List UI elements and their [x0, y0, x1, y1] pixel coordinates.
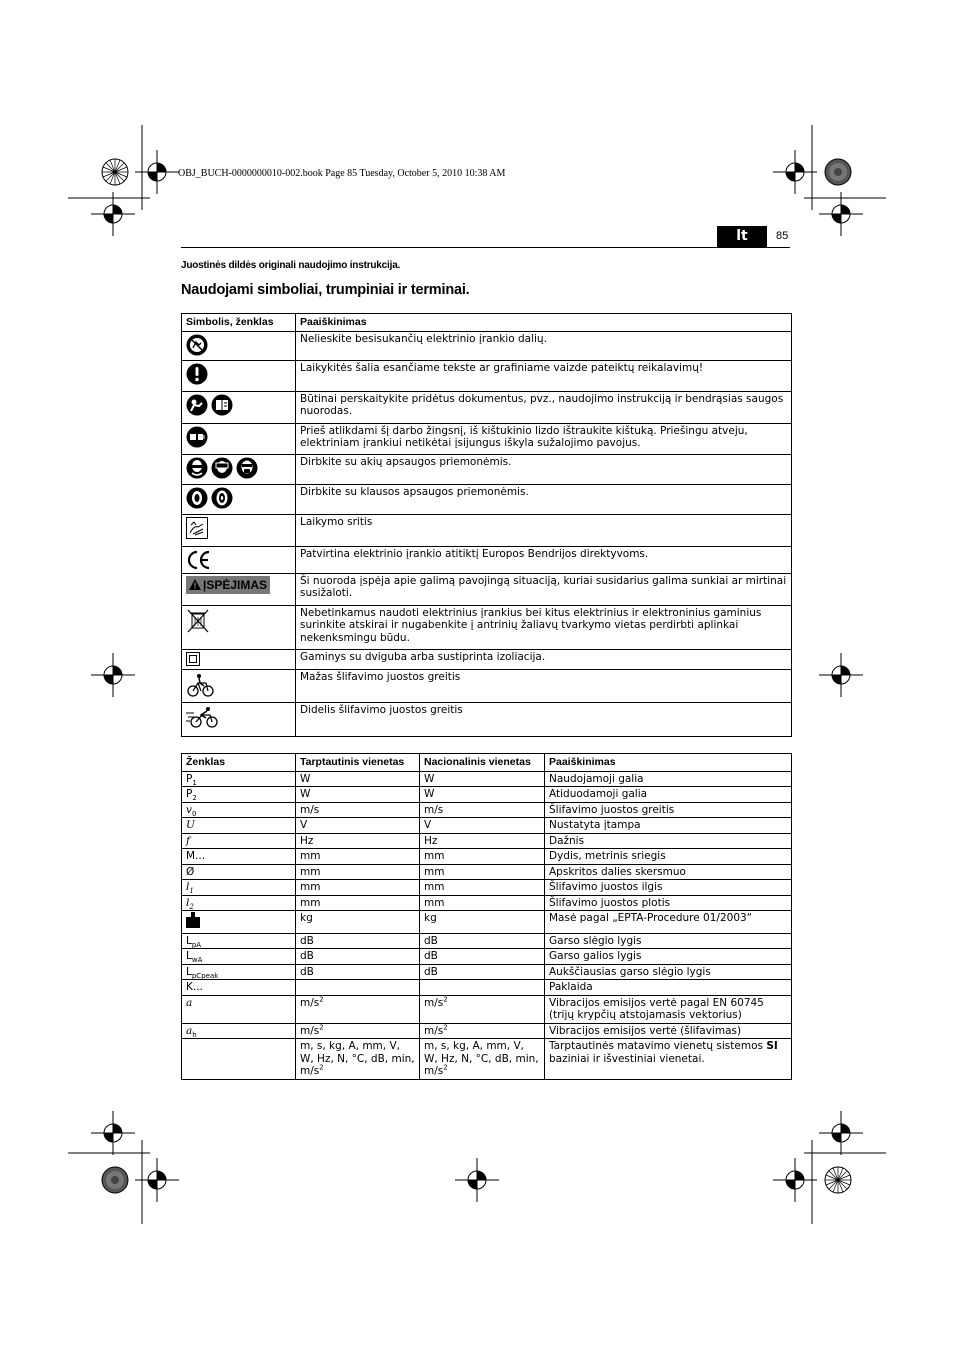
unit-international-text: m, s, kg, A, mm, V, W, Hz, N, °C, dB, min, m/s — [300, 1040, 415, 1077]
unit-international-text: m/s — [300, 1024, 320, 1037]
unit-national — [420, 980, 545, 996]
unit-national — [420, 949, 545, 965]
unit-international — [296, 964, 420, 980]
unit-sign — [182, 849, 296, 865]
symbol-explanation: Mažas šlifavimo juostos greitis — [296, 669, 792, 702]
unit-sign-text: l — [186, 881, 190, 893]
unit-national-exponent: 2 — [443, 995, 448, 1003]
unit-national-text: mm — [424, 881, 445, 893]
unit-sign — [182, 964, 296, 980]
unit-international — [296, 771, 420, 787]
symbol-cell — [182, 546, 296, 573]
unit-national — [420, 849, 545, 865]
no-touch-icon — [186, 334, 208, 356]
symbol-explanation: Patvirtina elektrinio įrankio atitiktį Europos Bendrijos direktyvoms. — [296, 546, 792, 573]
units-row — [182, 787, 792, 803]
unit-explanation — [545, 771, 792, 787]
symbol-explanation: Didelis šlifavimo juostos greitis — [296, 702, 792, 736]
unit-national — [420, 880, 545, 896]
units-row — [182, 802, 792, 818]
unit-explanation — [545, 949, 792, 965]
unit-explanation — [545, 802, 792, 818]
unit-national — [420, 833, 545, 849]
unit-explanation-text: Naudojamoji galia — [549, 772, 644, 785]
unit-sign — [182, 980, 296, 996]
unit-international-text: V — [300, 819, 308, 831]
unit-sign-text: L — [186, 965, 192, 978]
page-number: 85 — [776, 230, 789, 242]
unit-national — [420, 911, 545, 934]
unit-sign-text: P — [186, 788, 193, 800]
unit-international-text: dB — [300, 950, 314, 962]
unit-explanation-text: Garso slėgio lygis — [549, 934, 642, 947]
unit-sign-text: l — [186, 896, 190, 909]
unit-explanation-text: Paklaida — [549, 981, 593, 993]
units-header-explanation: Paaiškinimas — [545, 754, 792, 772]
unit-national-text: mm — [424, 865, 445, 878]
unit-sign — [182, 880, 296, 896]
units-row — [182, 880, 792, 896]
section-title: Naudojami simboliai, trumpiniai ir terminai. — [181, 282, 470, 298]
unit-sign-text: Ø — [186, 865, 195, 878]
unit-sign — [182, 771, 296, 787]
unit-sign-text: M... — [186, 850, 206, 862]
unit-sign-text: v — [186, 803, 192, 816]
unit-national-text: m/s — [424, 996, 444, 1009]
unit-sign-subscript: 1 — [192, 778, 197, 787]
symbols-row — [182, 484, 792, 514]
unit-sign — [182, 1023, 296, 1039]
unit-sign — [182, 949, 296, 965]
unit-international — [296, 1039, 420, 1080]
ce-mark-icon — [186, 549, 212, 571]
units-row — [182, 771, 792, 787]
unit-international — [296, 864, 420, 880]
symbol-cell — [182, 484, 296, 514]
ear-muff-icon — [211, 487, 233, 509]
unit-international-text: mm — [300, 850, 321, 862]
unit-international — [296, 933, 420, 949]
unit-international — [296, 833, 420, 849]
symbols-header-symbol: Simbolis, ženklas — [182, 314, 296, 332]
units-row — [182, 911, 792, 934]
unit-national — [420, 1023, 545, 1039]
crossed-bin-icon — [186, 608, 210, 634]
symbols-row — [182, 605, 792, 649]
grip-area-icon — [186, 517, 208, 539]
unit-international-exponent: 2 — [319, 995, 324, 1003]
symbols-row — [182, 573, 792, 605]
unit-international-text: dB — [300, 934, 314, 947]
symbol-cell — [182, 423, 296, 454]
unit-sign-text: L — [186, 934, 192, 947]
unit-sign — [182, 864, 296, 880]
unit-national — [420, 933, 545, 949]
units-header-national: Nacionalinis vienetas — [420, 754, 545, 772]
symbol-cell — [182, 669, 296, 702]
symbol-explanation: Gaminys su dviguba arba sustiprinta izoliacija. — [296, 649, 792, 669]
language-badge: lt — [717, 226, 767, 247]
unit-explanation-text: Apskritos dalies skersmuo — [549, 865, 686, 878]
unit-national — [420, 864, 545, 880]
unit-national-text: dB — [424, 950, 438, 962]
unit-national — [420, 895, 545, 911]
units-table — [181, 753, 792, 1080]
units-row — [182, 949, 792, 965]
unit-national-text: V — [424, 819, 432, 831]
symbols-row — [182, 331, 792, 360]
symbol-cell — [182, 331, 296, 360]
symbol-cell — [182, 360, 296, 391]
header-rule — [181, 247, 790, 248]
unit-sign — [182, 995, 296, 1023]
symbols-row — [182, 423, 792, 454]
unit-explanation-text: Garso galios lygis — [549, 950, 642, 962]
unit-sign-text: P — [186, 772, 193, 785]
unit-national — [420, 771, 545, 787]
symbol-cell — [182, 573, 296, 605]
unit-sign — [182, 895, 296, 911]
symbol-explanation: Prieš atlikdami šį darbo žingsnį, iš kištukinio lizdo ištraukite kištuką. Priešingu atveju, elektriniam įrankiui netikėtai įsijungus iškyla sužalojimo pavojus. — [296, 423, 792, 454]
book-header-line: OBJ_BUCH-0000000010-002.book Page 85 Tuesday, October 5, 2010 10:38 AM — [178, 168, 506, 179]
unit-international-text: W — [300, 788, 311, 800]
unit-international — [296, 911, 420, 934]
unit-explanation-tail: baziniai ir išvestiniai vienetai. — [549, 1052, 705, 1065]
unit-sign — [182, 818, 296, 834]
unit-international — [296, 1023, 420, 1039]
unit-international-text: dB — [300, 965, 314, 978]
unit-explanation — [545, 818, 792, 834]
unit-national-exponent: 2 — [443, 1063, 448, 1072]
unit-explanation — [545, 864, 792, 880]
unit-international — [296, 949, 420, 965]
unit-national-text: mm — [424, 850, 445, 862]
unit-explanation-text: Nustatyta įtampa — [549, 819, 641, 831]
double-insulation-icon — [186, 652, 200, 666]
unit-explanation — [545, 964, 792, 980]
unit-explanation-text: Vibracijos emisijos vertė pagal EN 60745 (trijų krypčių atstojamasis vektorius) — [549, 996, 764, 1021]
unit-sign-subscript: 0 — [191, 809, 197, 818]
symbols-table — [181, 313, 792, 737]
face-shield-icon — [211, 457, 233, 479]
unit-explanation — [545, 995, 792, 1023]
symbols-row — [182, 514, 792, 546]
symbol-explanation: Ši nuoroda įspėja apie galimą pavojingą situaciją, kuriai susidarius galima sunkiai ar mirtinai susižaloti. — [296, 573, 792, 605]
symbols-row — [182, 454, 792, 484]
unit-sign-text: f — [186, 834, 190, 847]
unit-national-text: m/s — [424, 1024, 444, 1037]
symbol-cell — [182, 605, 296, 649]
warning-label-text: ĮSPĖJIMAS — [203, 577, 268, 592]
unit-explanation-text: Tarptautinės matavimo vienetų sistemos — [549, 1040, 767, 1052]
warning-label-icon — [186, 576, 270, 594]
read-manual-icon — [186, 394, 208, 416]
unit-national-text: m/s — [424, 803, 444, 816]
unit-sign-text: a — [186, 996, 193, 1009]
unit-sign — [182, 833, 296, 849]
symbol-explanation: Dirbkite su klausos apsaugos priemonėmis. — [296, 484, 792, 514]
unit-international — [296, 895, 420, 911]
units-row — [182, 933, 792, 949]
symbols-row — [182, 546, 792, 573]
unit-explanation-text: Atiduodamoji galia — [549, 788, 648, 800]
unit-international-text: W — [300, 772, 311, 785]
units-row — [182, 849, 792, 865]
units-header-sign: Ženklas — [182, 754, 296, 772]
unit-international-exponent: 2 — [319, 1023, 324, 1031]
unit-national — [420, 802, 545, 818]
unit-explanation — [545, 933, 792, 949]
units-row — [182, 995, 792, 1023]
unit-international-text: mm — [300, 896, 321, 909]
symbol-explanation: Nebetinkamus naudoti elektrinius įrankius bei kitus elektrinius ir elektroninius gaminius surinkite atskirai ir nugabenkite į antrinių žaliavų tvarkymo vietas perdirbti aplinkai nekenksmingu būdu. — [296, 605, 792, 649]
unit-explanation-text: Šlifavimo juostos ilgis — [549, 881, 663, 893]
unit-national — [420, 964, 545, 980]
symbol-explanation: Laikykitės šalia esančiame tekste ar grafiniame vaizde pateiktų reikalavimų! — [296, 360, 792, 391]
symbol-cell — [182, 702, 296, 736]
unit-international-text: kg — [300, 912, 313, 924]
unit-national — [420, 787, 545, 803]
units-row — [182, 818, 792, 834]
unit-explanation-text: Dydis, metrinis sriegis — [549, 850, 666, 862]
unit-national-exponent: 2 — [443, 1023, 448, 1031]
unit-sign-subscript: pCpeak — [191, 971, 219, 980]
symbol-explanation: Laikymo sritis — [296, 514, 792, 546]
unit-national-text: W — [424, 772, 435, 785]
unit-explanation-text: Dažnis — [549, 834, 585, 847]
unit-national-text: dB — [424, 965, 438, 978]
unit-explanation — [545, 1039, 792, 1080]
symbol-explanation: Dirbkite su akių apsaugos priemonėmis. — [296, 454, 792, 484]
symbols-header-explanation: Paaiškinimas — [296, 314, 792, 332]
unit-explanation-text: Šlifavimo juostos greitis — [549, 803, 675, 816]
si-abbreviation: SI — [766, 1040, 778, 1052]
unit-explanation-text: Vibracijos emisijos vertė (šlifavimas) — [549, 1024, 742, 1037]
unit-national-text: kg — [424, 912, 437, 924]
symbol-explanation: Būtinai perskaitykite pridėtus dokumentus, pvz., naudojimo instrukciją ir bendrąsias saugos nuorodas. — [296, 391, 792, 423]
unit-international — [296, 880, 420, 896]
unit-international-text: Hz — [300, 834, 314, 847]
unit-explanation-text: Aukščiausias garso slėgio lygis — [549, 965, 711, 978]
unit-national — [420, 818, 545, 834]
units-row — [182, 833, 792, 849]
units-row — [182, 895, 792, 911]
unit-international-exponent: 2 — [319, 1063, 324, 1072]
unit-sign-text: a — [186, 1024, 193, 1037]
unit-explanation — [545, 1023, 792, 1039]
exclamation-icon — [186, 363, 208, 385]
fast-bicycle-icon — [186, 705, 222, 729]
unit-explanation — [545, 895, 792, 911]
units-table-header — [182, 754, 792, 772]
unit-international — [296, 995, 420, 1023]
symbol-cell — [182, 454, 296, 484]
symbol-explanation: Nelieskite besisukančių elektrinio įrankio dalių. — [296, 331, 792, 360]
unit-international — [296, 787, 420, 803]
units-row — [182, 864, 792, 880]
units-row — [182, 1023, 792, 1039]
unit-sign-subscript: 1 — [189, 887, 194, 896]
weight-icon — [186, 919, 200, 931]
unit-explanation-text: Masė pagal „EPTA-Procedure 01/2003“ — [549, 912, 753, 924]
unit-sign-text: U — [186, 819, 195, 831]
goggles-icon — [186, 457, 208, 479]
unit-international — [296, 802, 420, 818]
unit-sign-text: L — [186, 950, 192, 962]
unplug-icon — [186, 426, 208, 448]
symbols-row — [182, 391, 792, 423]
unit-explanation-text: Šlifavimo juostos plotis — [549, 896, 671, 909]
unit-sign — [182, 1039, 296, 1080]
unit-sign-subscript: 2 — [192, 794, 197, 803]
unit-international-text: m/s — [300, 996, 320, 1009]
unit-sign-subscript: h — [192, 1030, 197, 1039]
unit-sign — [182, 802, 296, 818]
document-subtitle: Juostinės dildės originali naudojimo instrukcija. — [181, 260, 401, 271]
unit-sign — [182, 933, 296, 949]
unit-national — [420, 1039, 545, 1080]
unit-explanation — [545, 880, 792, 896]
unit-sign — [182, 787, 296, 803]
unit-sign-text: K... — [186, 981, 203, 993]
unit-explanation — [545, 849, 792, 865]
units-row — [182, 964, 792, 980]
unit-explanation — [545, 911, 792, 934]
symbol-cell — [182, 391, 296, 423]
units-row — [182, 980, 792, 996]
symbols-row — [182, 360, 792, 391]
unit-international — [296, 849, 420, 865]
unit-sign-subscript: wA — [191, 956, 203, 965]
unit-international-text: mm — [300, 881, 321, 893]
unit-national — [420, 995, 545, 1023]
unit-international — [296, 980, 420, 996]
unit-national-text: mm — [424, 896, 445, 909]
unit-sign-subscript: 2 — [189, 902, 194, 911]
units-header-international: Tarptautinis vienetas — [296, 754, 420, 772]
ear-protection-icon — [186, 487, 208, 509]
book-icon — [211, 394, 233, 416]
unit-explanation — [545, 833, 792, 849]
symbols-row — [182, 702, 792, 736]
unit-national-text: m, s, kg, A, mm, V, W, Hz, N, °C, dB, min, m/s — [424, 1040, 539, 1077]
symbol-cell — [182, 514, 296, 546]
unit-national-text: Hz — [424, 834, 438, 847]
symbols-table-header — [182, 314, 792, 332]
symbol-cell — [182, 649, 296, 669]
units-row — [182, 1039, 792, 1080]
unit-sign-subscript: pA — [191, 940, 202, 949]
unit-national-text: W — [424, 788, 435, 800]
mask-icon — [236, 457, 258, 479]
unit-international — [296, 818, 420, 834]
slow-bicycle-icon — [186, 672, 216, 698]
unit-explanation — [545, 787, 792, 803]
symbols-row — [182, 669, 792, 702]
unit-international-text: m/s — [300, 803, 320, 816]
unit-national-text: dB — [424, 934, 438, 947]
unit-international-text: mm — [300, 865, 321, 878]
symbols-row — [182, 649, 792, 669]
unit-explanation — [545, 980, 792, 996]
unit-sign — [182, 911, 296, 934]
